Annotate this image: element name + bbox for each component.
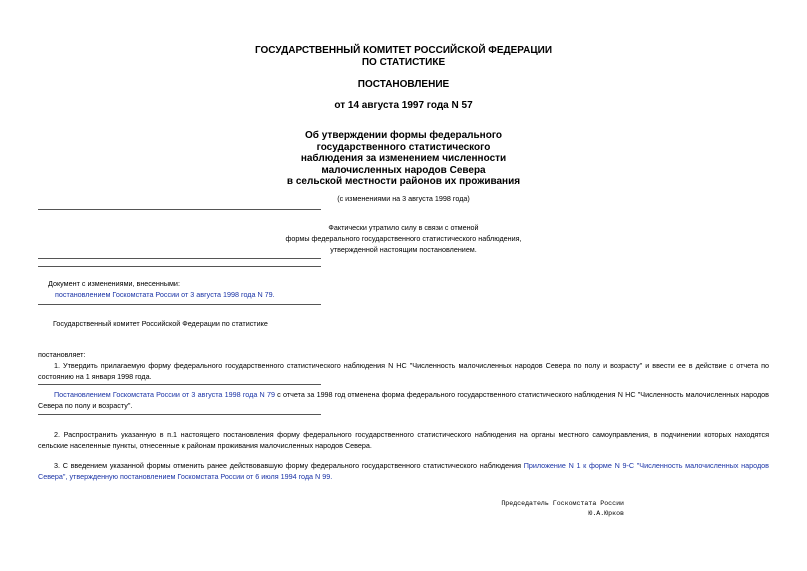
- item-3-text: 3. С введением указанной формы отменить ранее действовавшую форму федерального государственного статистического наблюдения: [54, 461, 524, 470]
- document-date-number: от 14 августа 1997 года N 57: [334, 100, 473, 111]
- divider: [38, 258, 321, 259]
- document-type: ПОСТАНОВЛЕНИЕ: [357, 79, 450, 90]
- status-note-line: Фактически утратило силу в связи с отменой: [328, 223, 479, 232]
- resolves-label: постановляет:: [38, 350, 86, 359]
- divider: [38, 414, 321, 415]
- item-1: 1. Утвердить прилагаемую форму федерального государственного статистического наблюдения N НС "Численность малочисленных народов Севера по полу и возрасту" и ввести ее в действие с отчета по состоянию на 1 января 1998 года.: [38, 361, 769, 381]
- preamble: Государственный комитет Российской Федерации по статистике: [53, 319, 268, 328]
- item-2: 2. Распространить указанную в п.1 настоящего постановления форму федерального государственного статистического наблюдения на органы местного самоуправления, в подчинении которых находятся сельские населенные пункты, отнесенные к районам проживания малочисленных народов Севера.: [38, 430, 769, 450]
- divider: [38, 209, 321, 210]
- org-name-line2: ПО СТАТИСТИКЕ: [361, 57, 446, 68]
- amendments-label: Документ с изменениями, внесенными:: [48, 279, 180, 288]
- amendment-link[interactable]: постановлением Госкомстата России от 3 августа 1998 года N 79.: [55, 290, 275, 299]
- title-line: наблюдения за изменением численности: [300, 153, 507, 164]
- status-note: [0, 222, 807, 255]
- org-name-line1: ГОСУДАРСТВЕННЫЙ КОМИТЕТ РОССИЙСКОЙ ФЕДЕРАЦИИ: [254, 45, 553, 56]
- title-line: малочисленных народов Севера: [321, 164, 486, 176]
- appendix-link[interactable]: Приложение N 1 к форме N 9-С "Численность малочисленных народов Севера", утвержденную постановлением Госкомстата России от 6 июля 1994 года N 99.: [38, 461, 769, 481]
- title-line: государственного статистического: [316, 141, 491, 153]
- divider: [38, 384, 321, 385]
- divider: [38, 266, 321, 267]
- comment-text: с отчета за 1998 год отменена форма федерального государственного статистического наблюдения N НС "Численность малочисленных народов Севера по полу и возрасту".: [38, 390, 769, 410]
- signature-name: Ю.А.Юрков: [588, 510, 624, 517]
- comment-link[interactable]: Постановлением Госкомстата России от 3 августа 1998 года N 79: [54, 390, 275, 399]
- document-title: [0, 130, 807, 188]
- status-note-line: утвержденной настоящим постановлением.: [330, 245, 477, 254]
- signature-position: Председатель Госкомстата России: [501, 500, 624, 507]
- divider: [38, 304, 321, 305]
- changes-note: (с изменениями на 3 августа 1998 года): [337, 194, 470, 203]
- item-1-comment: [38, 389, 769, 411]
- status-note-line: формы федерального государственного статистического наблюдения,: [285, 234, 522, 243]
- title-line: в сельской местности районов их проживания: [286, 176, 521, 187]
- title-line: Об утверждении формы федерального: [305, 130, 502, 141]
- item-3: [38, 460, 769, 482]
